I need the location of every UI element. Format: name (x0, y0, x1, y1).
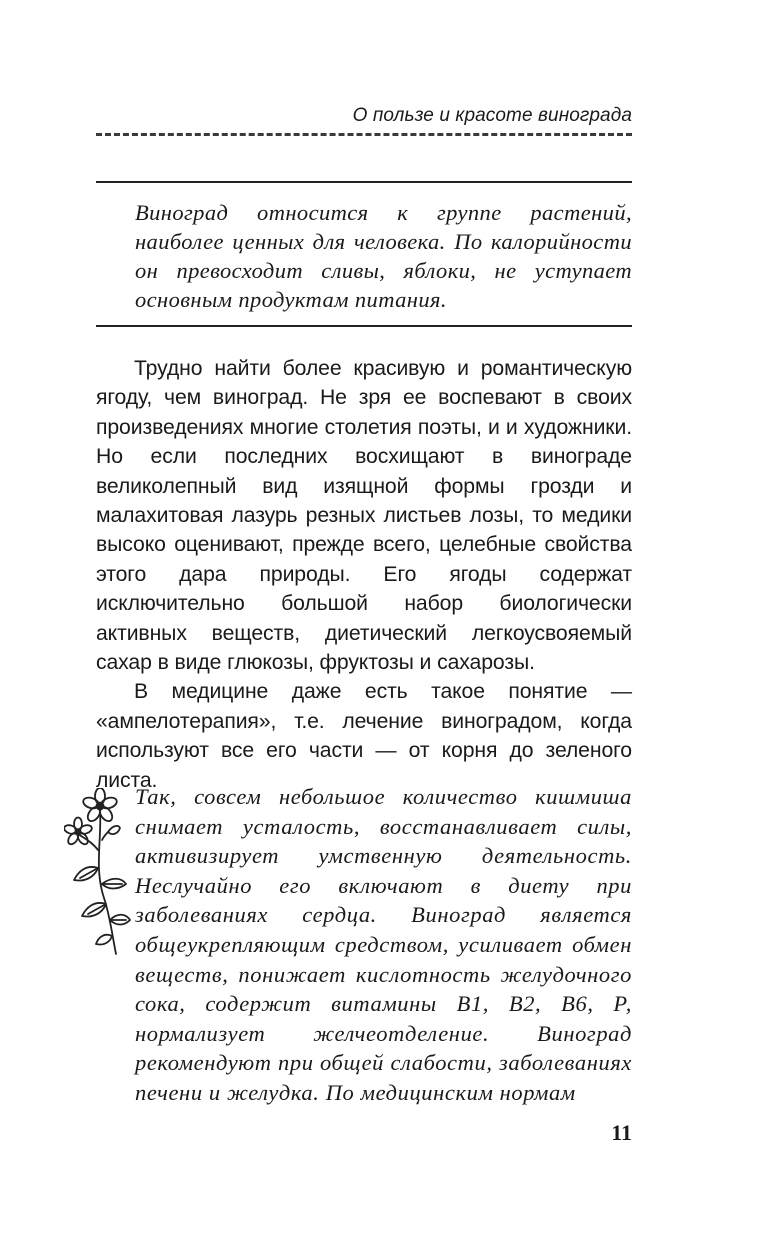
flower-icon (64, 788, 132, 958)
aside-text: Так, совсем небольшое количество кишмиша снимает усталость, восстанавливает силы, активизирует умственную деятельность. Неслучайно его включают в диету при заболеваниях сердца. Виноград является общеукрепляющим средством, усиливает обмен веществ, понижает кислотность желудочного сока, содержит витамины В1, В2, В6, Р, нормализует желчеотделение. Виноград рекомендуют при общей слабости, заболеваниях печени и желудка. По медицинским нормам (135, 784, 632, 1105)
callout-top-rule (96, 181, 632, 183)
callout-bottom-rule (96, 325, 632, 327)
body-text (96, 354, 632, 795)
body-paragraph-2: В медицине даже есть такое понятие — «ампелотерапия», т.е. лечение виноградом, когда используют все его части — от корня до зеленого листа. (96, 680, 632, 792)
running-head-dashed-rule (96, 133, 632, 136)
running-head: О пользе и красоте винограда (352, 105, 632, 126)
page-number: 11 (611, 1120, 632, 1145)
body-paragraph-1: Трудно найти более красивую и романтическую ягоду, чем виноград. Не зря ее воспевают в своих произведениях многие столетия поэты, и и художники. Но если последних восхищают в винограде великолепный вид изящной формы грозди и малахитовая лазурь резных листьев лозы, то медики высоко оценивают, прежде всего, целебные свойства этого дара природы. Его ягоды содержат исключительно большой набор биологически активных веществ, диетический легкоусвояемый сахар в виде глюкозы, фруктозы и сахарозы. (96, 357, 632, 675)
callout-quote: Виноград относится к группе растений, наиболее ценных для человека. По калорийности он превосходит сливы, яблоки, не уступает основным продуктам питания. (135, 200, 632, 312)
